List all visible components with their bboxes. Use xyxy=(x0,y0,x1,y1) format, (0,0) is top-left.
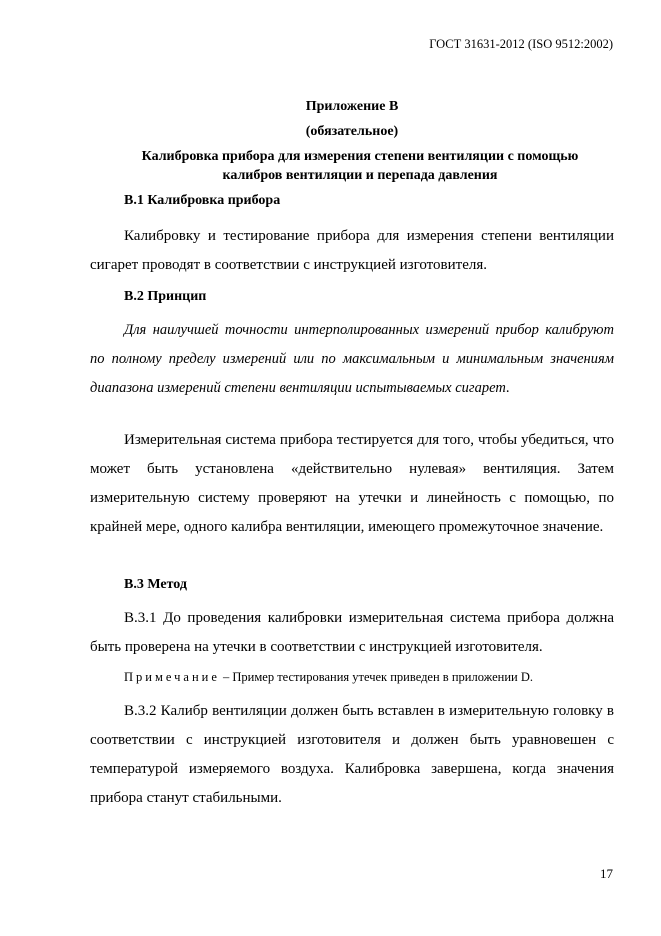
appendix-status: (обязательное) xyxy=(305,124,399,139)
appendix-title: Приложение В xyxy=(305,99,399,114)
section-b2-text: Измерительная система прибора тестируется для того, чтобы убедиться, что может быть установлена «действительно нулевая» вентиляция. Затем измерительную систему проверяют на утечки и линейность с помощью, по крайней мере, одного калибра вентиляции, имеющего промежуточное значение. xyxy=(90,432,614,535)
section-b2-principle xyxy=(90,316,614,403)
note-text: – Пример тестирования утечек приведен в приложении D. xyxy=(219,670,533,684)
principle-text: Для наилучшей точности интерполированных измерений прибор калибруют по полному пределу измерений или по максимальным и минимальным значениям диапазона измерений степени вентиляции испытываемых сигарет xyxy=(90,322,614,396)
principle-end: . xyxy=(505,380,510,396)
section-b1-text: Калибровку и тестирование прибора для измерения степени вентиляции сигарет проводят в соответствии с инструкцией изготовителя. xyxy=(90,228,614,273)
appendix-caption: Калибровка прибора для измерения степени вентиляции с помощью калибров вентиляции и перепада давления xyxy=(141,149,579,183)
section-b3-p2: В.3.2 Калибр вентиляции должен быть вставлен в измерительную головку в соответствии с инструкцией изготовителя и должен быть уравновешен с температурой измеряемого воздуха. Калибровка завершена, когда значения прибора станут стабильными. xyxy=(90,703,614,806)
page-number: 17 xyxy=(600,866,613,881)
document-header: ГОСТ 31631-2012 (ISO 9512:2002) xyxy=(429,37,613,51)
section-b3-p1: В.3.1 До проведения калибровки измерительная система прибора должна быть проверена на утечки в соответствии с инструкцией изготовителя. xyxy=(90,610,614,655)
section-b2-heading: В.2 Принцип xyxy=(124,289,207,304)
note xyxy=(124,670,533,685)
section-b3-heading: В.3 Метод xyxy=(124,577,187,592)
note-label: Примечание xyxy=(124,670,220,684)
section-b1-heading: В.1 Калибровка прибора xyxy=(124,193,281,208)
